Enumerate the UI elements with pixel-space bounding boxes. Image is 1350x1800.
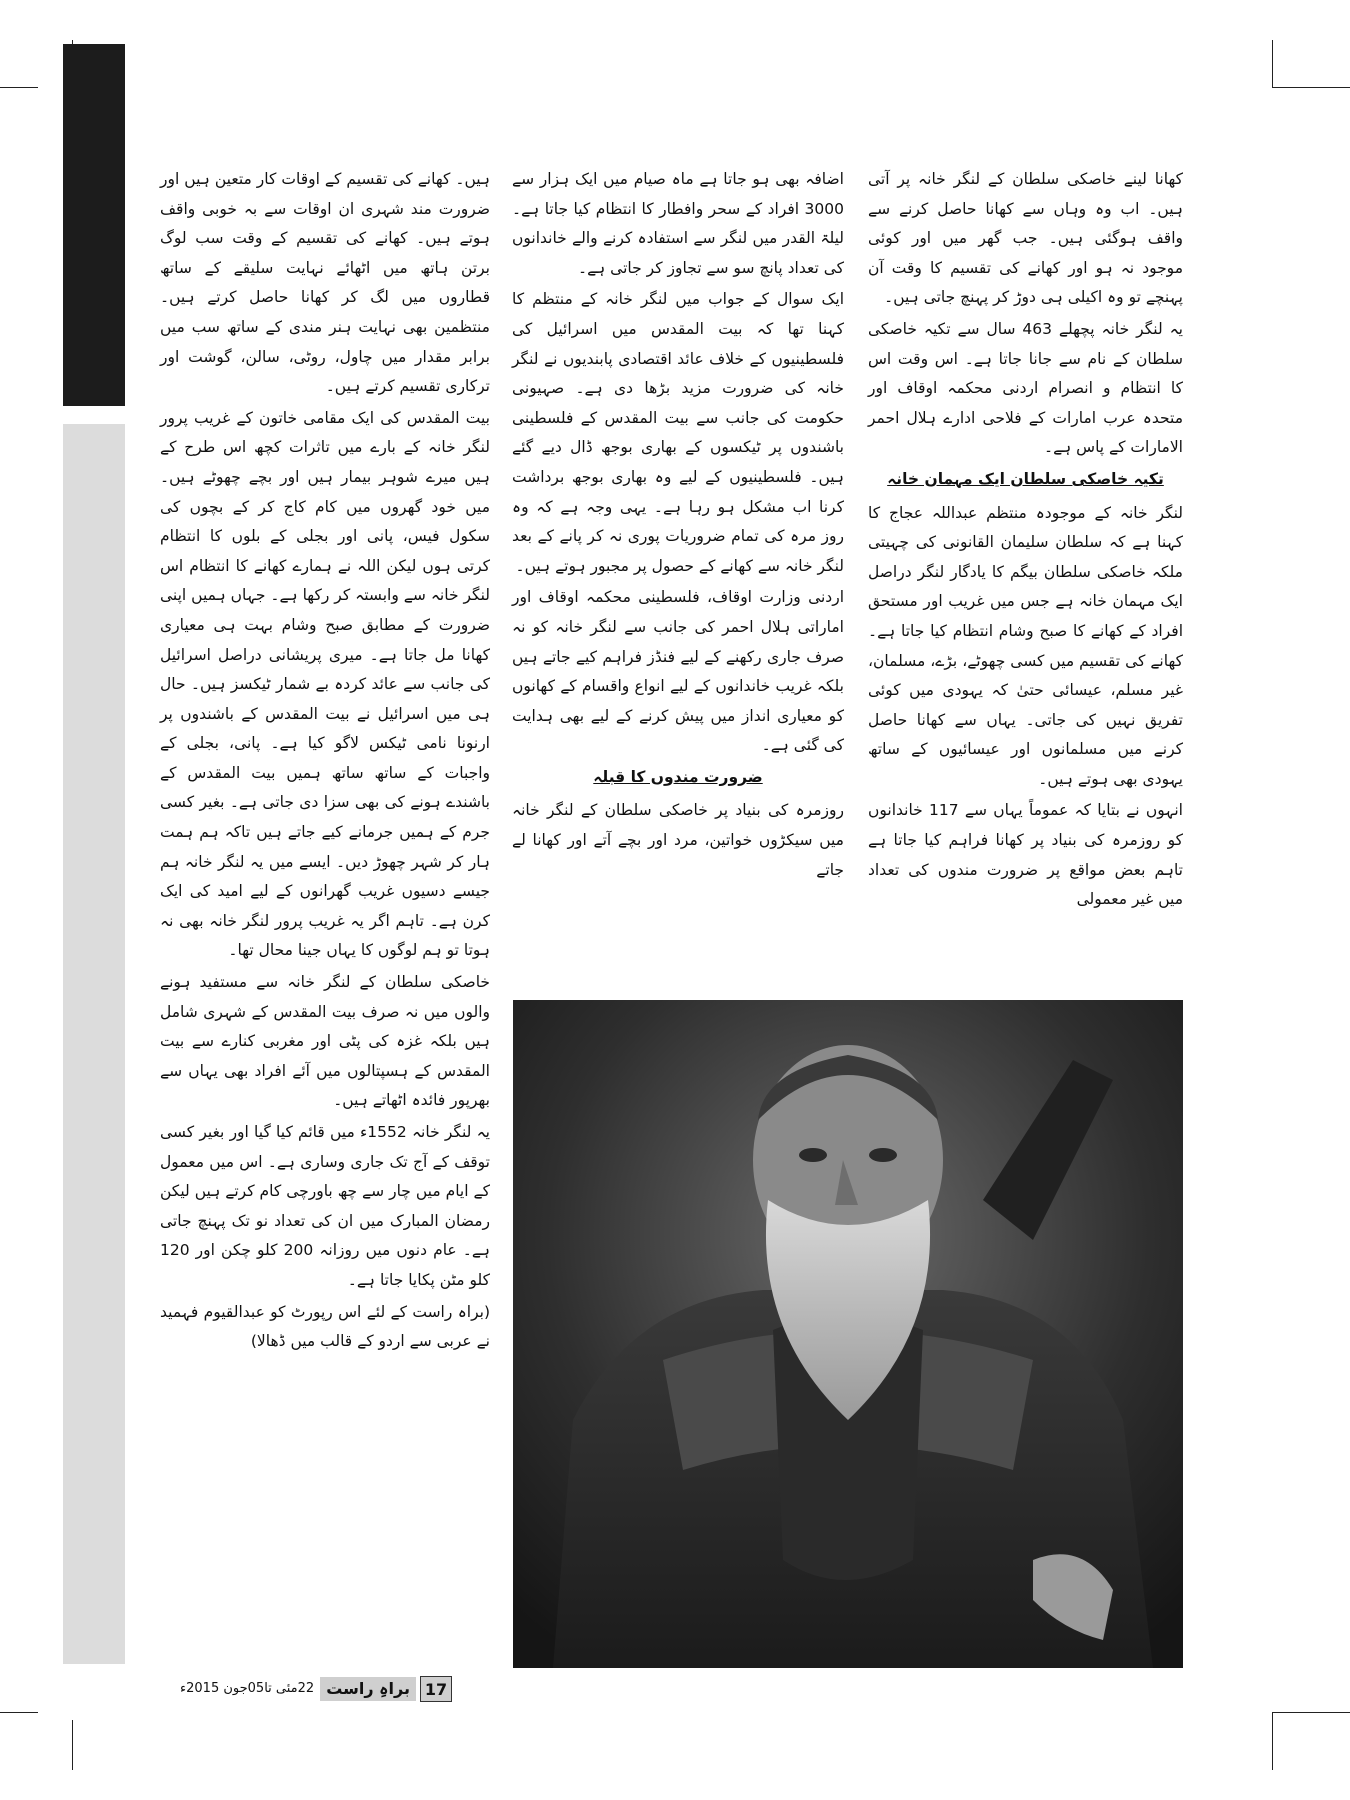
article-column-left (160, 165, 490, 1359)
article-paragraph: ایک سوال کے جواب میں لنگر خانہ کے منتظم کا کہنا تھا کہ بیت المقدس میں اسرائیل کی فلسطینیوں کے خلاف عائد اقتصادی پابندیوں نے لنگر خانہ کی ضرورت مزید بڑھا دی ہے۔ صہیونی حکومت کی جانب سے بیت المقدس کے فلسطینی باشندوں پر ٹیکسوں کے بھاری بوجھ ڈال دیے گئے ہیں۔ فلسطینیوں کے لیے وہ بھاری بوجھ برداشت کرنا اب مشکل ہو رہا ہے۔ یہی وجہ ہے کہ وہ روز مرہ کی تمام ضروریات پوری نہ کر پانے کے بعد لنگر خانہ سے کھانے کے حصول پر مجبور ہوتے ہیں۔ (512, 290, 844, 575)
article-paragraph: اضافہ بھی ہو جاتا ہے ماہ صیام میں ایک ہزار سے 3000 افراد کے سحر وافطار کا انتظام کیا جاتا ہے۔ لیلۃ القدر میں لنگر سے استفادہ کرنے والے خاندانوں کی تعداد پانچ سو سے تجاوز کر جاتی ہے۔ (512, 170, 844, 277)
page-footer (174, 1674, 452, 1704)
crop-mark (0, 1712, 38, 1713)
section-heading: تکیہ خاصکی سلطان ایک مہمان خانہ (887, 469, 1164, 488)
article-column-right (868, 165, 1183, 917)
article-paragraph: روزمرہ کی بنیاد پر خاصکی سلطان کے لنگر خانہ میں سیکڑوں خواتین، مرد اور بچے آتے اور کھانا لے جاتے (512, 801, 844, 879)
article-paragraph: (براہ راست کے لئے اس رپورٹ کو عبدالقیوم فہمید نے عربی سے اردو کے قالب میں ڈھالا) (160, 1302, 490, 1351)
crop-mark (1272, 1712, 1350, 1713)
magazine-name: براہِ راست (320, 1677, 416, 1701)
crop-mark (1272, 1712, 1273, 1770)
sidebar-dark-bar (63, 44, 125, 406)
article-column-middle (512, 165, 844, 887)
crop-mark (1272, 87, 1350, 88)
crop-mark (1272, 40, 1273, 88)
article-paragraph: انہوں نے بتایا کہ عموماً یہاں سے 117 خاندانوں کو روزمرہ کی بنیاد پر کھانا فراہم کیا جاتا ہے تاہم بعض مواقع پر ضرورت مندوں کی تعداد میں غیر معمولی (868, 801, 1183, 909)
section-heading: ضرورت مندوں کا قبلہ (593, 767, 763, 786)
article-paragraph: یہ لنگر خانہ پچھلے 463 سال سے تکیہ خاصکی سلطان کے نام سے جانا جاتا ہے۔ اس وقت اس کا انتظام و انصرام اردنی محکمہ اوقاف اور متحدہ عرب امارات کے فلاحی ادارے ہلال احمر الامارات کے پاس ہے۔ (868, 319, 1184, 457)
crop-mark (72, 1720, 73, 1770)
issue-date: 22مئی تا05جون 2015ء (180, 1681, 315, 1696)
article-paragraph: ہیں۔ کھانے کی تقسیم کے اوقات کار متعین ہیں اور ضرورت مند شہری ان اوقات سے بہ خوبی واقف ہوتے ہیں۔ کھانے کی تقسیم کے وقت سب لوگ برتن ہاتھ میں اٹھائے نہایت سلیقے کے ساتھ قطاروں میں لگ کر کھانا حاصل کرتے ہیں۔ منتظمین بھی نہایت ہنر مندی کے ساتھ سب میں برابر مقدار میں چاول، روٹی، سالن، گوشت اور ترکاری تقسیم کرتے ہیں۔ (160, 170, 490, 396)
portrait-photo (513, 1000, 1183, 1668)
article-paragraph: بیت المقدس کی ایک مقامی خاتون کے غریب پرور لنگر خانہ کے بارے میں تاثرات کچھ اس طرح کے ہیں میرے شوہر بیمار ہیں اور بچے چھوٹے ہیں۔ میں خود گھروں میں کام کاج کر کے بچوں کی سکول فیس، پانی اور بجلی کے بلوں کا انتظام کرتی ہوں لیکن اللہ نے ہمارے کھانے کا انتظام اس لنگر خانہ سے وابستہ کر رکھا ہے۔ جہاں ہمیں اپنی ضرورت کے مطابق صبح وشام بہت ہی معیاری کھانا مل جاتا ہے۔ میری پریشانی دراصل اسرائیل کی جانب سے عائد کردہ بے شمار ٹیکسز ہیں۔ حال ہی میں اسرائیل نے بیت المقدس کے باشندوں پر ارنونا نامی ٹیکس لاگو کیا ہے۔ پانی، بجلی کے واجبات کے ساتھ ساتھ ہمیں بیت المقدس کے باشندے ہونے کی بھی سزا دی جاتی ہے۔ بغیر کسی جرم کے ہمیں جرمانے کیے جاتے ہیں تاکہ ہم ہمت ہار کر شہر چھوڑ دیں۔ ایسے میں یہ لنگر خانہ ہم جیسے دسیوں غریب گھرانوں کے لیے امید کی ایک کرن ہے۔ تاہم اگر یہ غریب پرور لنگر خانہ بھی نہ ہوتا تو ہم لوگوں کا یہاں جینا محال تھا۔ (160, 408, 490, 960)
article-paragraph: اردنی وزارت اوقاف، فلسطینی محکمہ اوقاف اور اماراتی ہلال احمر کی جانب سے لنگر خانہ کو نہ صرف جاری رکھنے کے لیے فنڈز فراہم کیے جاتے ہیں بلکہ غریب خاندانوں کے لیے انواع واقسام کے کھانوں کو معیاری انداز میں پیش کرنے کے لیے بھی ہدایت کی گئی ہے۔ (512, 588, 844, 755)
article-paragraph: خاصکی سلطان کے لنگر خانہ سے مستفید ہونے والوں میں نہ صرف بیت المقدس کے شہری شامل ہیں بلکہ غزہ کی پٹی اور مغربی کنارے سے بیت المقدس کے ہسپتالوں میں آئے افراد بھی یہاں سے بھرپور فائدہ اٹھاتے ہیں۔ (160, 973, 490, 1110)
crop-mark (0, 87, 38, 88)
page-number: 17 (420, 1676, 452, 1702)
article-paragraph: لنگر خانہ کے موجودہ منتظم عبداللہ عجاج کا کہنا ہے کہ سلطان سلیمان القانونی کی چہیتی ملکہ خاصکی سلطان بیگم کا یادگار لنگر دراصل ایک مہمان خانہ ہے جس میں غریب اور مستحق افراد کے کھانے کا صبح وشام انتظام کیا جاتا ہے۔ کھانے کی تقسیم میں کسی چھوٹے، بڑے، مسلمان، غیر مسلم، عیسائی حتیٰ کہ یہودی میں کوئی تفریق نہیں کی جاتی۔ یہاں سے کھانا حاصل کرنے میں مسلمانوں اور عیسائیوں کے ساتھ یہودی بھی ہوتے ہیں۔ (868, 503, 1183, 788)
sidebar-light-bar (63, 424, 125, 1664)
article-paragraph: کھانا لینے خاصکی سلطان کے لنگر خانہ پر آتی ہیں۔ اب وہ وہاں سے کھانا حاصل کرنے سے واقف ہوگئی ہیں۔ جب گھر میں اور کوئی موجود نہ ہو اور کھانے کی تقسیم کا وقت آن پہنچے تو وہ اکیلی ہی دوڑ کر پہنچ جاتی ہیں۔ (868, 170, 1183, 307)
article-paragraph: یہ لنگر خانہ 1552ء میں قائم کیا گیا اور بغیر کسی توقف کے آج تک جاری وساری ہے۔ اس میں معمول کے ایام میں چار سے چھ باورچی کام کرتے ہیں لیکن رمضان المبارک میں ان کی تعداد نو تک پہنچ جاتی ہے۔ عام دنوں میں روزانہ 200 کلو چکن اور 120 کلو مٹن پکایا جاتا ہے۔ (160, 1123, 490, 1289)
